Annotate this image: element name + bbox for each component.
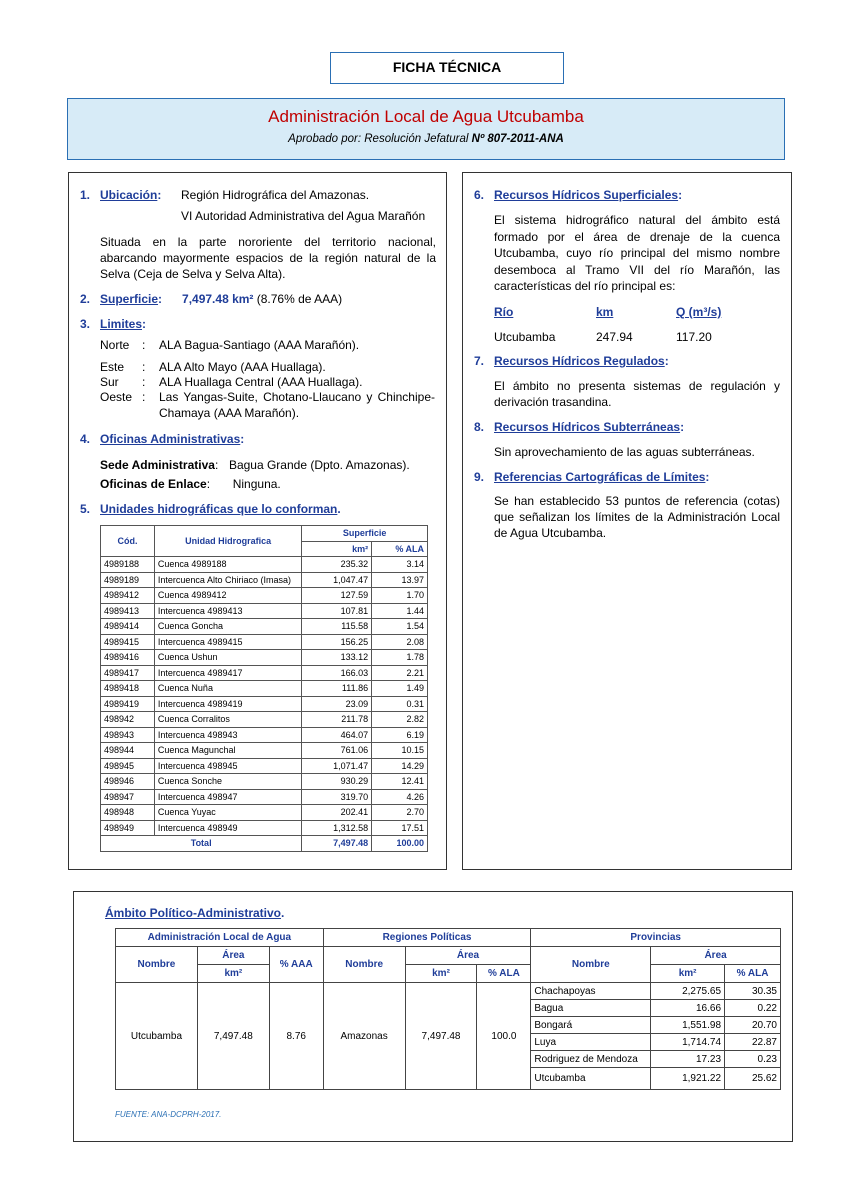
unidad-pct: 1.44	[372, 603, 428, 619]
unidad-row	[101, 650, 428, 666]
unidad-km2: 111.86	[302, 681, 372, 697]
unidad-row	[101, 789, 428, 805]
limites-row-este	[100, 359, 440, 375]
unidad-name: Cuenca Corralitos	[154, 712, 301, 728]
h-prov-km2: km²	[651, 965, 725, 983]
unidad-name: Cuenca Nuña	[154, 681, 301, 697]
unidad-name: Intercuenca 4989419	[154, 696, 301, 712]
section-title: Recursos Hídricos Superficiales	[494, 188, 679, 202]
unidad-name: Cuenca Sonche	[154, 774, 301, 790]
h-prov-nombre: Nombre	[531, 947, 651, 983]
unidad-pct: 6.19	[372, 727, 428, 743]
unidad-pct: 2.70	[372, 805, 428, 821]
unidad-cod: 498947	[101, 789, 155, 805]
unidad-row	[101, 572, 428, 588]
unidad-pct: 2.21	[372, 665, 428, 681]
section-colon: :	[664, 354, 669, 368]
col-unidad: Unidad Hidrografica	[154, 526, 301, 557]
unidad-pct: 13.97	[372, 572, 428, 588]
section-colon: :	[240, 432, 245, 446]
unidad-name: Intercuenca 498943	[154, 727, 301, 743]
limite-text: ALA Bagua-Santiago (AAA Marañón).	[159, 338, 360, 352]
sede-colon: :	[214, 458, 219, 472]
unidades-body	[101, 557, 428, 836]
sede-label: Sede Administrativa	[100, 458, 215, 472]
limite-sep: :	[142, 338, 146, 352]
unidad-km2: 156.25	[302, 634, 372, 650]
prov-pct: 0.23	[725, 1051, 781, 1068]
reg-km2: 7,497.48	[405, 983, 477, 1090]
reg-pct: 100.0	[477, 983, 531, 1090]
section-superficie	[80, 291, 440, 307]
unidad-pct: 2.82	[372, 712, 428, 728]
limite-direction: Este	[100, 360, 125, 374]
unidad-cod: 4989414	[101, 619, 155, 635]
section-oficinas	[80, 431, 440, 447]
unidad-row	[101, 665, 428, 681]
section-limites	[80, 316, 440, 332]
unidad-row	[101, 634, 428, 650]
unidad-cod: 498944	[101, 743, 155, 759]
col-pct: % ALA	[372, 541, 428, 557]
enlace-row	[100, 476, 440, 492]
h-prov: Provincias	[531, 929, 781, 947]
total-row	[101, 836, 428, 852]
prov-nombre: Utcubamba	[531, 1068, 651, 1090]
section-title: Oficinas Administrativas	[100, 432, 241, 446]
unidad-cod: 4989413	[101, 603, 155, 619]
section-title: Limites	[100, 317, 143, 331]
section-title: Recursos Hídricos Subterráneas	[494, 420, 681, 434]
superficie-note: (8.76% de AAA)	[253, 292, 343, 306]
limites-row-oeste	[100, 389, 440, 421]
section-title: Referencias Cartográficas de Límites	[494, 470, 706, 484]
h-ala-area: Área	[197, 947, 269, 965]
section-number: 7.	[474, 354, 485, 368]
enlace-colon: :	[206, 477, 211, 491]
section-title: Superficie	[100, 292, 159, 306]
unidad-name: Cuenca Goncha	[154, 619, 301, 635]
unidad-row	[101, 603, 428, 619]
col-superficie: Superficie	[302, 526, 428, 542]
approval-prefix: Aprobado por: Resolución Jefatural	[288, 133, 472, 145]
section-dot: .	[337, 502, 341, 516]
unidad-row	[101, 743, 428, 759]
unidad-pct: 0.31	[372, 696, 428, 712]
limite-sep: :	[142, 360, 146, 374]
h-ala-paaa: % AAA	[269, 947, 323, 983]
rio-header: Río	[494, 305, 514, 319]
limite-text: ALA Alto Mayo (AAA Huallaga).	[159, 360, 326, 374]
unidad-cod: 4989189	[101, 572, 155, 588]
unidad-name: Cuenca Magunchal	[154, 743, 301, 759]
unidad-cod: 4989412	[101, 588, 155, 604]
ubicacion-line2: VI Autoridad Administrativa del Agua Marañón	[181, 209, 426, 223]
prov-km2: 2,275.65	[651, 983, 725, 1000]
prov-pct: 0.22	[725, 1000, 781, 1017]
unidad-km2: 23.09	[302, 696, 372, 712]
unidad-km2: 107.81	[302, 603, 372, 619]
unidad-pct: 3.14	[372, 557, 428, 573]
section-referencias	[474, 469, 784, 485]
rio-table-header	[494, 304, 780, 320]
sede-value: Bagua Grande (Dpto. Amazonas).	[228, 458, 410, 472]
section-colon: :	[158, 292, 163, 306]
col-km2: km²	[302, 541, 372, 557]
section-number: 6.	[474, 188, 485, 202]
unidad-name: Intercuenca 498949	[154, 820, 301, 836]
unidad-cod: 4989417	[101, 665, 155, 681]
limite-sep: :	[142, 390, 146, 404]
unidad-pct: 1.70	[372, 588, 428, 604]
unidad-cod: 4989416	[101, 650, 155, 666]
limite-sep: :	[142, 375, 146, 389]
unidad-cod: 4989188	[101, 557, 155, 573]
unidad-km2: 211.78	[302, 712, 372, 728]
unidad-row	[101, 712, 428, 728]
unidad-name: Cuenca Ushun	[154, 650, 301, 666]
unidad-row	[101, 774, 428, 790]
unidades-table	[100, 525, 428, 852]
prov-km2: 16.66	[651, 1000, 725, 1017]
politico-title	[105, 905, 505, 921]
unidad-km2: 930.29	[302, 774, 372, 790]
politico-row	[116, 983, 781, 1000]
prov-km2: 1,551.98	[651, 1017, 725, 1034]
unidad-name: Intercuenca 4989415	[154, 634, 301, 650]
prov-nombre: Rodriguez de Mendoza	[531, 1051, 651, 1068]
reg-nombre: Amazonas	[323, 983, 405, 1090]
fuente-note: FUENTE: ANA-DCPRH-2017.	[115, 1110, 222, 1119]
approval-line	[68, 133, 784, 145]
unidad-cod: 498949	[101, 820, 155, 836]
unidad-row	[101, 820, 428, 836]
unidad-pct: 4.26	[372, 789, 428, 805]
unidad-km2: 166.03	[302, 665, 372, 681]
unidad-cod: 498948	[101, 805, 155, 821]
rio-table-row	[494, 329, 780, 345]
header-banner	[67, 98, 785, 160]
section-number: 3.	[80, 317, 91, 331]
unidad-row	[101, 681, 428, 697]
prov-pct: 30.35	[725, 983, 781, 1000]
h-reg: Regiones Políticas	[323, 929, 531, 947]
right-panel	[462, 172, 792, 870]
unidad-km2: 319.70	[302, 789, 372, 805]
unidad-km2: 761.06	[302, 743, 372, 759]
limite-text: ALA Huallaga Central (AAA Huallaga).	[159, 375, 363, 389]
section-colon: :	[705, 470, 710, 484]
limite-direction: Oeste	[100, 390, 133, 404]
section-superficiales	[474, 187, 784, 203]
ala-km2: 7,497.48	[197, 983, 269, 1090]
rio-name: Utcubamba	[494, 330, 556, 344]
unidad-cod: 4989419	[101, 696, 155, 712]
prov-pct: 20.70	[725, 1017, 781, 1034]
prov-km2: 17.23	[651, 1051, 725, 1068]
unidad-pct: 2.08	[372, 634, 428, 650]
prov-km2: 1,714.74	[651, 1034, 725, 1051]
section-number: 4.	[80, 432, 91, 446]
prov-pct: 25.62	[725, 1068, 781, 1090]
unidad-name: Intercuenca 4989413	[154, 603, 301, 619]
section-unidades	[80, 501, 440, 517]
rio-q: 117.20	[676, 330, 712, 344]
unidad-name: Intercuenca 498947	[154, 789, 301, 805]
politico-title-dot: .	[281, 906, 285, 920]
left-panel	[68, 172, 447, 870]
referencias-paragraph: Se han establecido 53 puntos de referencia (cotas) que señalizan los límites de la Administración Local de Agua Utcubamba.	[494, 494, 780, 540]
prov-nombre: Luya	[531, 1034, 651, 1051]
unidad-cod: 498945	[101, 758, 155, 774]
unidad-pct: 10.15	[372, 743, 428, 759]
unidad-cod: 4989418	[101, 681, 155, 697]
h-reg-area: Área	[405, 947, 531, 965]
prov-nombre: Chachapoyas	[531, 983, 651, 1000]
unidad-pct: 12.41	[372, 774, 428, 790]
limites-row-norte	[100, 337, 440, 353]
section-title: Recursos Hídricos Regulados	[494, 354, 665, 368]
section-subterraneas	[474, 419, 784, 435]
unidad-name: Cuenca 4989412	[154, 588, 301, 604]
section-number: 5.	[80, 502, 91, 516]
section-number: 8.	[474, 420, 485, 434]
prov-nombre: Bongará	[531, 1017, 651, 1034]
h-reg-nombre: Nombre	[323, 947, 405, 983]
ubicacion-line1: Región Hidrográfica del Amazonas.	[181, 188, 370, 202]
regulados-paragraph: El ámbito no presenta sistemas de regulación y derivación trasandina.	[494, 379, 780, 409]
ala-pct: 8.76	[269, 983, 323, 1090]
h-reg-km2: km²	[405, 965, 477, 983]
unidad-row	[101, 727, 428, 743]
politico-panel	[73, 891, 793, 1142]
approval-code: Nº 807-2011-ANA	[471, 133, 564, 145]
politico-table-wrap	[115, 928, 781, 1090]
h-ala: Administración Local de Agua	[116, 929, 324, 947]
unidad-km2: 202.41	[302, 805, 372, 821]
limites-row-sur	[100, 374, 440, 390]
unidad-cod: 498946	[101, 774, 155, 790]
section-number: 9.	[474, 470, 485, 484]
unidad-name: Cuenca 4989188	[154, 557, 301, 573]
politico-table	[115, 928, 781, 1090]
h-prov-pala: % ALA	[725, 965, 781, 983]
h-prov-area: Área	[651, 947, 781, 965]
unidad-km2: 1,312.58	[302, 820, 372, 836]
unidad-km2: 115.58	[302, 619, 372, 635]
rio-km: 247.94	[596, 330, 633, 344]
unidad-row	[101, 805, 428, 821]
unidad-pct: 1.49	[372, 681, 428, 697]
subterraneas-paragraph: Sin aprovechamiento de las aguas subterráneas.	[494, 445, 755, 459]
section-title: Ubicación	[100, 188, 158, 202]
ala-nombre: Utcubamba	[116, 983, 198, 1090]
section-number: 1.	[80, 188, 91, 202]
total-label: Total	[101, 836, 302, 852]
h-ala-km2: km²	[197, 965, 269, 983]
unidad-pct: 1.78	[372, 650, 428, 666]
limite-direction: Sur	[100, 375, 119, 389]
unidad-km2: 464.07	[302, 727, 372, 743]
unidad-row	[101, 758, 428, 774]
unidades-table-wrap	[100, 525, 428, 852]
km-header: km	[596, 305, 614, 319]
unidad-km2: 235.32	[302, 557, 372, 573]
col-cod: Cód.	[101, 526, 155, 557]
unidad-pct: 14.29	[372, 758, 428, 774]
q-header: Q (m³/s)	[676, 305, 722, 319]
unidad-name: Intercuenca Alto Chiriaco (Imasa)	[154, 572, 301, 588]
unidad-cod: 498942	[101, 712, 155, 728]
unidad-pct: 17.51	[372, 820, 428, 836]
unidad-km2: 1,047.47	[302, 572, 372, 588]
ficha-tecnica-label: FICHA TÉCNICA	[330, 52, 564, 84]
enlace-label: Oficinas de Enlace	[100, 477, 207, 491]
limite-text: Las Yangas-Suite, Chotano-Llaucano y Chinchipe-Chamaya (AAA Marañón).	[159, 390, 435, 420]
superficiales-paragraph: El sistema hidrográfico natural del ámbito está formado por el área de drenaje de la cuenca Utcubamba, cuyo río principal del mismo nombre desemboca al Tramo VII del río Marañón, las características del río principal es:	[494, 213, 780, 293]
prov-nombre: Bagua	[531, 1000, 651, 1017]
section-colon: :	[678, 188, 683, 202]
h-reg-pala: % ALA	[477, 965, 531, 983]
unidad-cod: 498943	[101, 727, 155, 743]
sede-row	[100, 457, 440, 473]
total-km2: 7,497.48	[302, 836, 372, 852]
section-colon: :	[142, 317, 147, 331]
unidad-row	[101, 696, 428, 712]
section-number: 2.	[80, 292, 91, 306]
page-title: Administración Local de Agua Utcubamba	[268, 107, 584, 126]
prov-km2: 1,921.22	[651, 1068, 725, 1090]
enlace-value: Ninguna.	[232, 477, 281, 491]
section-regulados	[474, 353, 784, 369]
section-colon: :	[157, 188, 162, 202]
unidad-km2: 127.59	[302, 588, 372, 604]
unidad-row	[101, 619, 428, 635]
prov-pct: 22.87	[725, 1034, 781, 1051]
unidad-row	[101, 588, 428, 604]
superficie-value: 7,497.48 km²	[182, 292, 254, 306]
unidad-pct: 1.54	[372, 619, 428, 635]
limite-direction: Norte	[100, 338, 130, 352]
unidad-row	[101, 557, 428, 573]
section-colon: :	[680, 420, 685, 434]
unidad-name: Intercuenca 498945	[154, 758, 301, 774]
ubicacion-paragraph: Situada en la parte nororiente del territorio nacional, abarcando mayormente espacios de la región natural de la Selva (Ceja de Selva y Selva Alta).	[100, 235, 436, 281]
unidad-km2: 133.12	[302, 650, 372, 666]
politico-title-text: Ámbito Político-Administrativo	[105, 906, 282, 920]
unidad-cod: 4989415	[101, 634, 155, 650]
section-title: Unidades hidrográficas que lo conforman	[100, 502, 338, 516]
total-pct: 100.00	[372, 836, 428, 852]
unidad-name: Cuenca Yuyac	[154, 805, 301, 821]
unidad-km2: 1,071.47	[302, 758, 372, 774]
unidad-name: Intercuenca 4989417	[154, 665, 301, 681]
h-ala-nombre: Nombre	[116, 947, 198, 983]
